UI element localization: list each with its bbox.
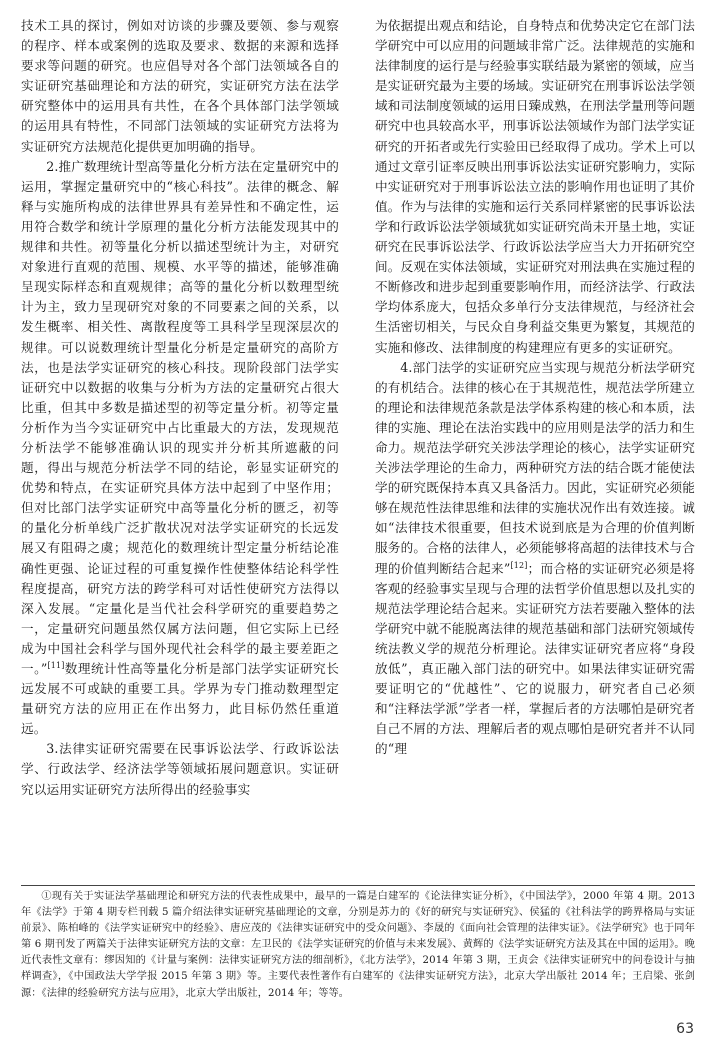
citation-ref-12: [12] bbox=[510, 560, 528, 570]
page-number: 63 bbox=[676, 1021, 694, 1037]
paragraph-section-4 bbox=[375, 358, 695, 760]
paragraph-right-continued: 为依据提出观点和结论，自身特点和优势决定它在部门法学研究中可以应用的问题域非常广泛。法律规范的实施和法律制度的运行是与经验事实联结最为紧密的领域，应当是实证研究最为主要的场域。实证研究在刑事诉讼法学领域和司法制度领域的运用日臻成熟，在刑法学量刑等问题研究中也具较高水平，刑事诉讼法领域作为部门法学实证研究的开拓者或先行实验田已经取得了成功。学术上可以通过文章引证率反映出刑事诉讼法实证研究影响力，实际中实证研究对于刑事诉讼法立法的影响作用也证明了其价值。作为与法律的实施和运行关系同样紧密的民事诉讼法学和行政诉讼法学领域犹如实证研究尚未开垦土地，实证研究在民事诉讼法学、行政诉讼法学应当大力开拓研究空间。反观在实体法领域，实证研究对刑法典在实施过程的不断修改和进步起到重要影响作用，而经济法学、行政法学均体系庞大，包括众多单行分支法律规范，与经济社会生活密切相关，与民众自身利益交集更为繁复，其规范的实施和修改、法律制度的构建理应有更多的实证研究。 bbox=[375, 18, 695, 355]
footnote bbox=[21, 889, 695, 1002]
paragraph-section-4-body: 4.部门法学的实证研究应当实现与规范分析法学研究的有机结合。法律的核心在于其规范性，规范法学所建立的理论和法律规范条款是法学体系构建的核心和本质，法律的实施、理论在法治实践中的应用则是法学的活力和生命力。规范法学研究关涉法学理论的核心，法学实证研究关涉法学理论的生命力，两种研究方法的结合既才能使法学的研究既保持本真又具备活力。因此，实证研究必须能够在规范性法律思维和法律的实施状况作出有效连接。诚如“法律技术很重要，但技术说到底是为合理的价值判断服务的。合格的法律人，必须能够将高超的法律技术与合理的价值判断结合起来” bbox=[375, 359, 695, 576]
footnote-text: ①现有关于实证法学基础理论和研究方法的代表性成果中，最早的一篇是白建军的《论法律实证分析》，《中国法学》，2000 年第 4 期。2013 年《法学》于第 4 期专栏刊载 5 篇介绍法律实证研究基础理论的文章，分别是苏力的《好的研究与实证研究》、侯猛的《社科法学的跨界格局与实证前景》、陈柏峰的《法学实证研究中的经验》、唐应茂的《法律实证研究中的受众问题》、李晟的《面向社会管理的法律实证》。《法学研究》也于同年第 6 期刊发了两篇关于法律实证研究方法的文章：左卫民的《法学实证研究的价值与未来发展》、黄辉的《法学实证研究方法及其在中国的运用》。晚近代表性文章有：缪因知的《计量与案例：法律实证研究方法的细剖析》，《北方法学》，2014 年第 3 期，王贞会《法律实证研究中的问卷设计与抽样调查》，《中国政法大学学报 2015 年第 3 期》等。主要代表性著作有白建军的《法律实证研究方法》，北京大学出版社 2014 年；王启梁、张剑源：《法律的经验研究方法与应用》，北京大学出版社，2014 年；等等。 bbox=[21, 891, 695, 999]
citation-ref-11: [11] bbox=[47, 660, 65, 670]
paragraph-section-2-body: 2.推广数理统计型高等量化分析方法在定量研究中的运用，掌握定量研究中的“核心科技”。法律的概念、解释与实施所构成的法律世界具有差异性和不确定性，运用符合数学和统计学原理的量化分析方法能发现其中的规律和共性。初等量化分析以描述型统计为主，对研究对象进行直观的范围、规模、水平等的描述，能够准确呈现实际样态和直观规律；高等的量化分析以数理型统计为主，致力呈现研究对象的不同要素之间的关系，以发生概率、相关性、离散程度等工具科学呈现深层次的规律。可以说数理统计型量化分析是定量研究的高阶方法，也是法学实证研究的核心科技。现阶段部门法学实证研究中以数据的收集与分析为方法的定量研究占很大比重，但其中多数是描述型的初等定量分析。初等定量分析作为当今实证研究中占比重最大的方法，发现规范分析法学不能够准确认识的现实并分析其所遮蔽的问题，得出与规范分析法学不同的结论，彰显实证研究的优势和特点，在实证研究具体方法中起到了中坚作用；但对比部门法学实证研究中高等量化分析的匮乏，初等的量化分析单线广泛扩散状况对法学实证研究的长远发展又有阻碍之虞；规范化的数理统计型定量分析结论准确性更强、论证过程的可重复操作性使整体结论科学性程度提高，研究方法的跨学科可对话性使研究方法得以深入发展。“定量化是当代社会科学研究的重要趋势之一，定量研究问题虽然仅属方法问题，但它实际上已经成为中国社会科学与国外现代社会科学的最主要差距之一。” bbox=[21, 158, 339, 676]
right-column bbox=[375, 16, 695, 759]
left-column bbox=[21, 16, 339, 800]
paragraph-section-2 bbox=[21, 157, 339, 740]
paragraph-section-2-tail: 数理统计性高等量化分析是部门法学实证研究长远发展不可或缺的重要工具。学界为专门推动数理型定量研究方法的应用正在作出努力，此目标仍然任重道远。 bbox=[21, 661, 339, 737]
paragraph-section-3: 3.法律实证研究需要在民事诉讼法学、行政诉讼法学、行政法学、经济法学等领域拓展问题意识。实证研究以运用实证研究方法所得出的经验事实 bbox=[21, 741, 339, 797]
paragraph-left-continued: 技术工具的探讨，例如对访谈的步骤及要领、参与观察的程序、样本或案例的选取及要求、数据的来源和选择要求等问题的研究。也应倡导对各个部门法领域各自的实证研究基础理论和方法的研究，实证研究方法在法学研究整体中的运用具有共性，在各个具体部门法学领域的运用具有特性，不同部门法领域的实证研究方法将为实证研究方法规范化提供更加明确的指导。 bbox=[21, 18, 339, 154]
footnote-divider bbox=[21, 885, 695, 886]
paragraph-section-4-tail: ；而合格的实证研究必须是将客观的经验事实呈现与合理的法哲学价值思想以及扎实的规范法学理论结合起来。实证研究方法若要融入整体的法学研究中就不能脱离法律的规范基础和部门法研究领域传统法教义学的规范分析理论。法律实证研究者应将“身段放低”，真正融入部门法的研究中。如果法律实证研究需要证明它的“优越性”、它的说服力，研究者自己必须和“注释法学派”学者一样，掌握后者的方法哪怕是研究者自己不屑的方法、理解后者的观点哪怕是研究者并不认同的“理 bbox=[375, 560, 695, 757]
